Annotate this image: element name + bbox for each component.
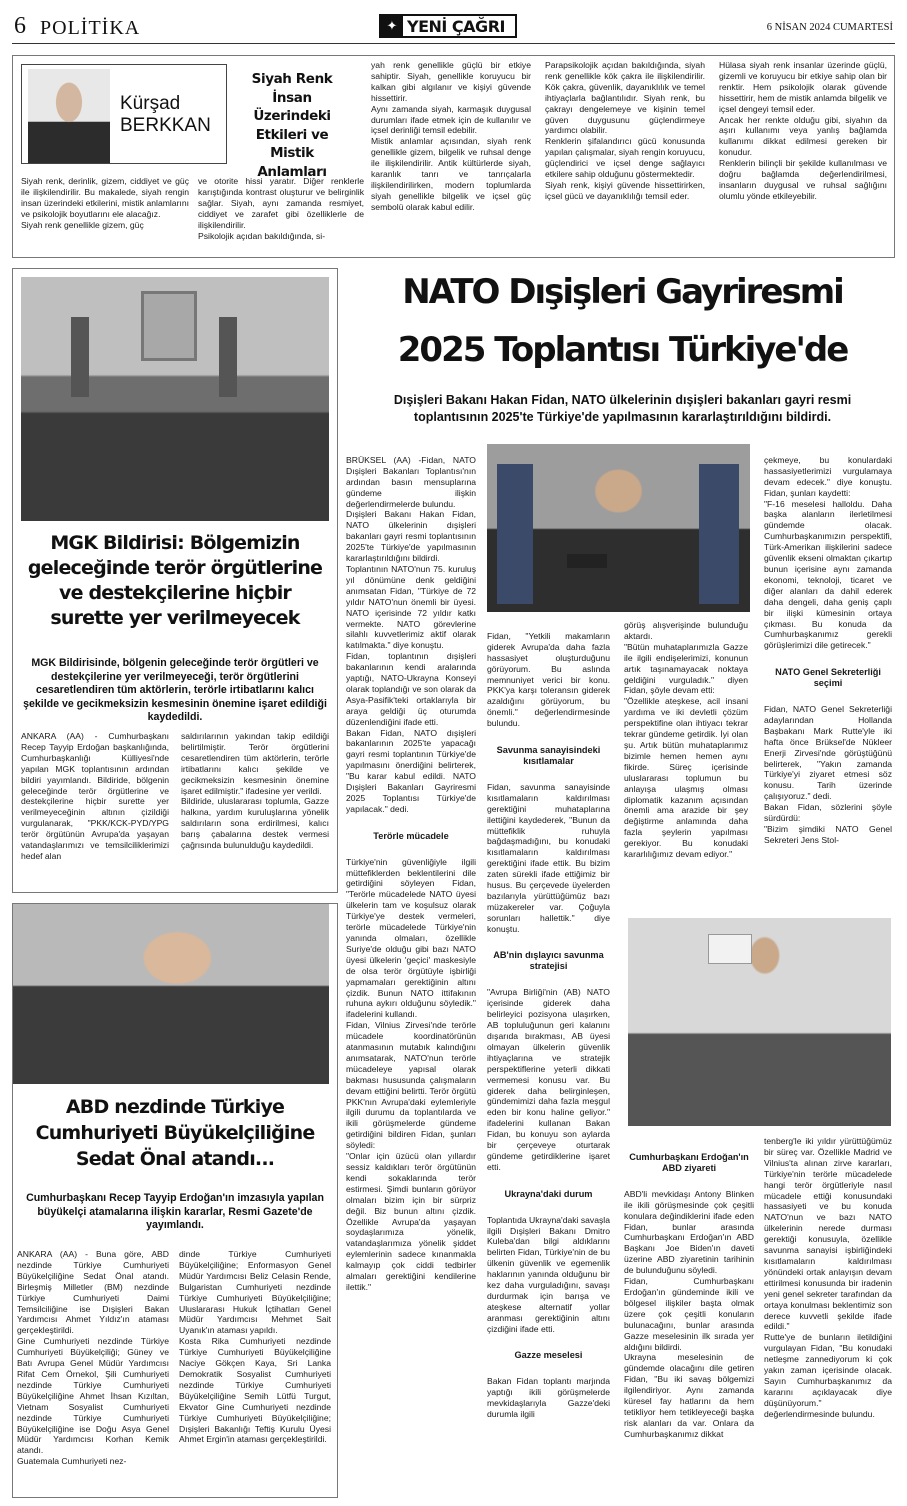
nato-headline-1: NATO Dışişleri Gayriresmi — [402, 272, 843, 312]
nato-sub-ab: AB'nin dışlayıcı savunma stratejisi — [493, 950, 604, 972]
abd-article — [12, 903, 338, 1498]
abd-text-2: dinde Türkiye Cumhuriyeti Büyükelçiliğine; Enformasyon Genel Müdür Yardımcısı Beliz Celasin Rende, Bulgaristan Cumhuriyeti nezdinde Türkiye Cumhuriyeti Büyükelçiliğine; Uluslararası Hukuk İçtihatları Genel Müdür Yardımcısı Mehmet Sait Uyanık'ın ataması yapıldı. Kosta Rika Cumhuriyeti nezdinde Türkiye Cumhuriyeti Büyükelçiliğine Naciye Gökçen Kaya, Sri Lanka Demokratik Sosyalist Cumhuriyeti nezdinde Türkiye Cumhuriyeti Büyükelçiliğine Semih Lütfü Turgut, Ekvator Gine Cumhuriyeti nezdinde Türkiye Cumhuriyeti Büyükelçiliğine; Dışişleri Bakanlığı Teftiş Kurulu Üyesi Ahmet Ergin'in ataması gerçekleştirildi. — [179, 1249, 331, 1445]
nato-sub-savunma: Savunma sanayisindeki kısıtlamalar — [496, 744, 601, 766]
author-panel — [21, 64, 227, 164]
nato-col2-b: Fidan, savunma sanayisinde kısıtlamaların kaldırılması gerektiğini muhataplarına ilettiğini kaydederek, "Bunun da müttefiklik ruhuyla bağdaşmadığını, bu konudaki kısıtlamaların kaldırılması gerektiğini ifade ettik. Bu bizim zaten sürekli ifade ettiğimiz bir husus. Bu çerçevede üyelerden bazılarıyla yürüttüğümüz bazı müzakereler var. Çoğuyla sorunları hallettik." diye konuştu. — [487, 781, 610, 934]
header-rule — [12, 43, 895, 44]
nato-col2-a: Fidan, "Yetkili makamların giderek Avrupa'da daha fazla hassasiyet oluşturduğunu görüyorum. Bu aslında memnuniyet verici bir konu. PKK'ya karşı toleransın giderek azaldığını görüyorum, bu önemli." değerlendirmesinde bulundu. — [487, 630, 610, 729]
issue-date: 6 NİSAN 2024 CUMARTESİ — [766, 22, 893, 33]
flag-left-icon — [71, 317, 89, 397]
author-first-name: Kürşad — [120, 93, 181, 114]
stage-sign-icon — [708, 934, 752, 964]
mgk-text-2: saldırılarının yakından takip edildiği belirtilmiştir. Terör örgütlerini cesaretlendiren tüm aktörlerin, terörle irtibatlarını kalıcı şekilde ve gecikmeksizin kesmesinin önemine işaret edilmiştir." ifadesine yer verildi. Bildiride, uluslararası toplumla, Gazze halkına, yardım kuruluşlarına yönelik saldırıların sona erdirilmesi, kalıcı barış çabalarına destek vermesi çağrısında bulunulduğu kaydedildi. — [181, 731, 329, 851]
nato-deck: Dışişleri Bakanı Hakan Fidan, NATO ülkelerinin dışişleri bakanları gayri resmi toplantısının 2025'te Türkiye'de yapılmasının kararlaştırıldığını bildirdi. — [393, 393, 852, 424]
nato-col2-e: Bakan Fidan toplantı marjında yaptığı ikili görüşmelerde mevkidaşlarıyla Gazze'deki durumla ilgili — [487, 1376, 610, 1420]
nato-flag-right-icon — [699, 464, 739, 604]
nato-col4-b: Fidan, NATO Genel Sekreterliği adaylarından Hollanda Başbakanı Mark Rutte'yle iki hafta önce Brüksel'de Nükleer Enerji Zirvesi'nde görüştüğünü belirterek, "Yakın zamanda Türkiye'yi ziyaret etmesi söz konusu. Tarih üzerinde çalışıyoruz." dedi. Bakan Fidan, sözlerini şöyle sürdürdü: "Bizim şimdiki NATO Genel Sekreteri Jens Stol- — [764, 704, 892, 845]
portrait-frame-icon — [141, 291, 197, 361]
nato-text-col4 — [764, 444, 892, 914]
author-photo — [28, 69, 110, 164]
nato-flag-left-icon — [497, 464, 533, 604]
page-number: 6 — [14, 13, 26, 39]
nato-text-col3: görüş alışverişinde bulunduğu aktardı. "Bütün muhataplarımızla Gazze ile ilgili endişelerimizi, konunun artık taşınamayacak noktaya geldiğini vurguladık." diyen Fidan, şöyle devam etti: "Özellikle ateşkese, acil insani yardıma ve iki devletli çözüm perspektifine olan ihtiyacı tekrar tekrar gündeme getirdik. İyi olan şu. Artık bütün muhataplarımız bizimle hemen hemen aynı fikirde. Süreç içerisinde uluslararası toplumun bu anlayışa ulaşmış olması diplomatik kazanım açısından önemli ama arazide bir şey değiştirme anlamında daha fazla şeylerin yapılması gerekiyor. Bu konudaki kararlılığımız devam ediyor." — [624, 620, 748, 860]
nato-col3-b: ABD'li mevkidaşı Antony Blinken ile ikili görüşmesinde çok çeşitli konulara değindiklerini ifade eden Fidan, bunlar arasında Cumhurbaşkanı Erdoğan'ın ABD Başkanı Joe Biden'ın daveti üzerine ABD ziyaretinin tarihinin de bulunduğunu söyledi. Fidan, Cumhurbaşkanı Erdoğan'ın gündeminde ikili ve bölgesel ilişkiler başta olmak üzere çok çeşitli konuların bulunacağını, bunlar arasında Gazze meselesinin ilk sırada yer aldığını bildirdi. Ukrayna meselesinin de gündemde olacağını dile getiren Fidan, "Bu iki savaş bölgemizi ilgilendiriyor. Aynı zamanda küresel fay hatlarını da hem tetikliyor hem tetikleyeceği başka risk alanları da var. Onlara da Cumhurbaşkanımız dikkat — [624, 1188, 754, 1439]
column-title: Siyah Renk İnsan Üzerindeki Etkileri ve Mistik Anlamları — [251, 71, 333, 180]
nato-sub-teror: Terörle mücadele — [373, 830, 449, 841]
abd-text-1: ANKARA (AA) - Buna göre, ABD nezdinde Türkiye Cumhuriyeti Büyükelçiliğine Sedat Önal atandı. Birleşmiş Milletler (BM) nezdinde Türkiye Cumhuriyeti Daimi Temsilciliğine ise Dışişleri Bakan Yardımcısı Ahmet Yıldız'ın ataması gerçekleştirildi. Gine Cumhuriyeti nezdinde Türkiye Cumhuriyeti Büyükelçiliği; Güney ve Batı Avrupa Genel Müdür Yardımcısı Rifat Cem Örnekol, Şili Cumhuriyeti nezdinde Türkiye Cumhuriyeti Büyükelçiliğine Ahmet İhsan Kızıltan, Vietnam Sosyalist Cumhuriyeti nezdinde Türkiye Cumhuriyeti Büyükelçiliğine ise Doğu Asya Genel Müdür Yardımcısı Korhan Kemik atandı. Guatemala Cumhuriyeti nez- — [17, 1249, 169, 1467]
nato-col2-d: Toplantıda Ukrayna'daki savaşla ilgili Dışişleri Bakanı Dmitro Kuleba'dan bilgi aldıklarını belirten Fidan, Türkiye'nin de bu ülkenin güvenlik ve egemenlik haklarının yanında olduğunu bir kez daha vurguladığını, savaşı durdurmak için barışa ve ateşkese alternatif yollar aranması gerektiğinin altını çizdiğini ifade etti. — [487, 1214, 610, 1334]
nato-col2-c: "Avrupa Birliği'nin (AB) NATO içerisinde giderek daha belirleyici pozisyona ulaşırken, AB topluluğunun geri kalanını dışarıda bırakması, AB üyesi olmayan ülkelerin güvenlik ihtiyaçlarına ve stratejik perspektiflerine yeterli dikkati vermemesi konusu var. Bu giderek daha belirginleşen, gündemimizi daha fazla meşgul eden bir konu haline geliyor." ifadelerini kullanan Bakan Fidan, bu konuyu son aylarda bir çerçeveye oturtarak gündeme getirdiklerine işaret etti. — [487, 987, 610, 1172]
mgk-headline: MGK Bildirisi: Bölgemizin geleceğinde terör örgütlerine ve destekçilerine hiçbir surette yer verilmeyecek — [27, 532, 323, 629]
nato-sub-abd-ziyareti: Cumhurbaşkanı Erdoğan'ın ABD ziyareti — [629, 1151, 749, 1173]
column-text-2: ve otorite hissi yaratır. Diğer renklerle karıştığında kontrast oluşturur ve belirginlik sağlar. Siyah, aynı zamanda resmiyet, ciddiyet ve zarafet gibi özelliklerle de ilişkilendirilir. Psikolojik açıdan bakıldığında, si- — [198, 176, 364, 241]
column-text-1: Siyah renk, derinlik, gizem, ciddiyet ve güç ile ilişkilendirilir. Bu makalede, siyah rengin insan üzerindeki etkilerini, mistik anlamlarını ve psikolojik boyutlarını ele alacağız. Siyah renk genellikle gizem, güç — [21, 176, 189, 230]
column-box — [12, 55, 895, 258]
mgk-text-1: ANKARA (AA) - Cumhurbaşkanı Recep Tayyip Erdoğan başkanlığında, Cumhurbaşkanlığı Külliyesi'nde yapılan MGK toplantısının ardından bildiri yayımlandı. Bildiride, bölgenin geleceğinde terör örgütlerine ve destekçilerine hiçbir surette yer verilmeyeceğinin altının çizildiği vurgulanarak, "PKK/KCK-PYD/YPG terör örgütünün Avrupa'da yaşayan vatandaşlarımızı ve temsilciliklerimizi hedef alan — [21, 731, 169, 861]
column-text-4: Parapsikolojik açıdan bakıldığında, siyah renk genellikle kök çakra ile ilişkilendirilir. Kök çakra, güvenlik, dayanıklılık ve temel ihtiyaçlarla bağlantılıdır. Siyah renk, bu çakrayı dengelemeye ve kişinin temel güven duygusunu güçlendirmeye yardımcı olabilir. Renklerin şifalandırıcı gücü konusunda yapılan çalışmalar, siyah rengin koruyucu, güçlendirici ve içsel denge sağlayıcı etkilere sahip olduğunu göstermektedir. Siyah renk, kişiyi güvende hissettirirken, içsel gücü ve dayanıklılığı temsil eder. — [545, 60, 705, 201]
nato-text-col2 — [487, 620, 610, 1496]
nato-text-col4c: tenberg'le iki yıldır yürüttüğümüz bir süreç var. Özellikle Madrid ve Vilnius'ta alınan zirve kararları, Türkiye'nin terörle mücadelede hangi terör örgütleriyle nasıl mücadele ettiği konusundaki hassasiyeti ve bu konuda NATO'nun ve bazı NATO ülkelerinin nerede durması gerektiği konusuyla, özellikle savunma sanayisi işbirliğindeki kısıtlamaların kaldırılması yönündeki ortak anlayışın devam ettirilmesi konusunda bir iradenin yeni genel sekreter tarafından da ortaya konulması beklentimiz son derece kuvvetli şekilde ifade edildi." Rutte'ye de bunların iletildiğini vurgulayan Fidan, "Bu konudaki netleşme zannediyorum ki çok yakın zaman içerisinde olacak. Sayın Cumhurbaşkanımız da kararını açıklayacak diye düşünüyorum." değerlendirmesinde bulundu. — [764, 1136, 892, 1419]
nato-sub-genel-sekreter: NATO Genel Sekreterliği seçimi — [775, 667, 881, 689]
nato-text-col1 — [346, 444, 476, 1494]
mgk-deck: MGK Bildirisinde, bölgenin geleceğinde terör örgütleri ve destekçilerine yer verilmeyeceği, terör örgütlerini cesaretlendiren tüm aktörlerin, terörle irtibatlarını kalıcı şekilde ve gecikmeksizin kesmesinin önemine işaret edildiği kaydedildi. — [23, 657, 327, 723]
mgk-meeting-photo — [21, 277, 329, 521]
fidan-press-stage-photo — [628, 918, 891, 1126]
nato-text-col3b — [624, 1136, 754, 1496]
logo-emblem-icon: ✦ — [381, 16, 403, 36]
column-text-5: Hülasa siyah renk insanlar üzerinde güçlü, gizemli ve koruyucu bir etkiye sahip olan bir renktir. Hem psikolojik olarak güvende hissettirir, hem de mistik anlamda bilgelik ve içsel dengeyi temsil eder. Ancak her renkte olduğu gibi, siyahın da aşırı kullanımı veya yanlış bağlamda kullanımı dikkat edilmesi gereken bir konudur. Renklerin bilinçli bir şekilde kullanılması ve doğru bağlamda değerlendirilmesi, insanların duygusal ve ruhsal sağlığını olumlu yönde etkileyebilir. — [719, 60, 887, 201]
flag-right-icon — [219, 317, 237, 397]
page-header — [0, 0, 907, 44]
section-name: POLİTİKA — [40, 17, 141, 39]
nato-col1-a: BRÜKSEL (AA) -Fidan, NATO Dışişleri Bakanları Toplantısı'nın ardından basın mensuplarına gündeme ilişkin değerlendirmelerde bulundu. Dışişleri Bakanı Hakan Fidan, NATO ülkelerinin dışişleri bakanları gayri resmi toplantısının 2025'te Türkiye'de yapılmasının kararlaştırıldığını bildirdi. Toplantının NATO'nun 75. kuruluş yıl dönümüne denk geldiğini anımsatan Fidan, "Türkiye de 72 yıldır NATO'nun önemli bir üyesi. NATO içerisinde 72 yıldır katkı vermekte. NATO görevlerine silahlı kuvvetlerimiz aktif olarak katılmakta." diye konuştu. Fidan, toplantının dışişleri bakanlarının kendi aralarında yaptığı, NATO-Ukrayna Konseyi olarak toplandığı ve son olarak da Asya-Pasifik'teki ortaklarıyla bir araya geldiği üç oturumda düzenlendiğini ifade etti. Bakan Fidan, NATO dışişleri bakanlarının 2025'te yapacağı gayri resmi toplantının Türkiye'de yapılmasını önerdiğini belirterek, "Bu karar kabul edildi. NATO Dışişleri Bakanları Gayriresmi 2025 Toplantısı Türkiye'de yapılacak." dedi. — [346, 454, 476, 814]
nato-col4-a: çekmeye, bu konulardaki hassasiyetlerimizi vurgulamaya devam edecek." diye konuştu. Fidan, şunları kaydetti: "F-16 meselesi halloldu. Daha başka alanların ilerletilmesi gündemde olacak. Cumhurbaşkanımızın perspektifi, Türk-Amerikan ilişkilerini sadece güvenlik ekseni olmaktan çıkartıp bunun içerisine aynı zamanda ekonomi, teknoloji, ticaret ve diğer alanları da dahil ederek daha dengeli, daha geniş çaplı bir ilişki kümesinin ortaya çıkması. Bu konuda da Cumhurbaşkanımız gerekli görüşlerimizi dile getirecek." — [764, 454, 892, 651]
column-text-3: yah renk genellikle güçlü bir etkiye sahiptir. Siyah, genellikle koruyucu bir kalkan gibi algılanır ve kişiyi güvende hissettirir. Aynı zamanda siyah, karmaşık duygusal durumları ifade etmek için de kullanılır ve içsel derinliği temsil edebilir. Mistik anlamlar açısından, siyah renk genellikle gizem, bilgelik ve ruhsal denge ile ilişkilendirilir. Antik kültürlerde siyah, karanlık tanrı ve tanrıçalarla ilişkilendirilirken, modern toplumlarda siyah genellikle bilgelik ve içsel güç sembolü olarak kabul edilir. — [371, 60, 531, 212]
abd-headline: ABD nezdinde Türkiye Cumhuriyeti Büyükelçiliğine Sedat Önal atandı... — [35, 1096, 315, 1170]
logo-text: YENİ ÇAĞRI — [407, 16, 505, 36]
nato-sub-gazze: Gazze meselesi — [514, 1350, 583, 1361]
newspaper-logo — [379, 14, 517, 38]
author-last-name: BERKKAN — [120, 115, 211, 136]
nato-sub-ukrayna: Ukrayna'daki durum — [504, 1188, 593, 1199]
podium-microphone-icon — [567, 554, 607, 568]
nato-col1-b: Türkiye'nin güvenliğiyle ilgili müttefiklerden beklentilerini dile getirdiğini söyleyen Fidan, "Terörle mücadelede NATO üyesi ülkelerin tam ve koşulsuz olarak Türkiye'ye destek vermeleri, terörle mücadelede Türkiye'nin yanında olmaları, özellikle Suriye'de olduğu gibi bazı NATO üyesi ülkelerin 'geçici' maskesiyle de olsa terör örgütüyle işbirliği yapmamaları gerektiğinin altını çizdik. Bunun NATO ittifakının ruhuna aykırı olduğunu söyledik." ifadelerini kullandı. Fidan, Vilnius Zirvesi'nde terörle mücadele koordinatörünün atanmasının mutabık kalındığını anımsatarak, NATO'nun terörle mücadeleye yapısal olarak bakması hususunda çalışmaların devam ettiğini belirtti. Terör örgütü PKK'nın Avrupa'daki eylemleriyle ilgili durumu da toplantılarda ve ikili görüşmelerde gündeme getirdiğini bildiren Fidan, şunları söyledi: "Onlar için üzücü olan yıllardır sessiz kaldıkları terör örgütünün kendi sokaklarında terör estirmesi. Şimdi bunların görüyor olmaları bizim için bir sürpriz değil. Biz bunun altını çizdik. Özellikle Avrupa'da yaşayan soydaşlarımıza yönelik, vatandaşlarımıza yönelik şiddet eylemlerinin sadece kınanmakla kalmayıp çok ciddi tedbirler almaları gerektiğini kendilerine ilettik." — [346, 856, 476, 1292]
mgk-article — [12, 268, 338, 893]
abd-deck: Cumhurbaşkanı Recep Tayyip Erdoğan'ın imzasıyla yapılan büyükelçi atamalarına ilişkin kararlar, Resmi Gazete'de yayımlandı. — [26, 1192, 324, 1231]
fidan-podium-photo — [487, 444, 750, 612]
diplomat-portrait-photo — [13, 904, 329, 1084]
nato-headline-2: 2025 Toplantısı Türkiye'de — [397, 330, 848, 370]
